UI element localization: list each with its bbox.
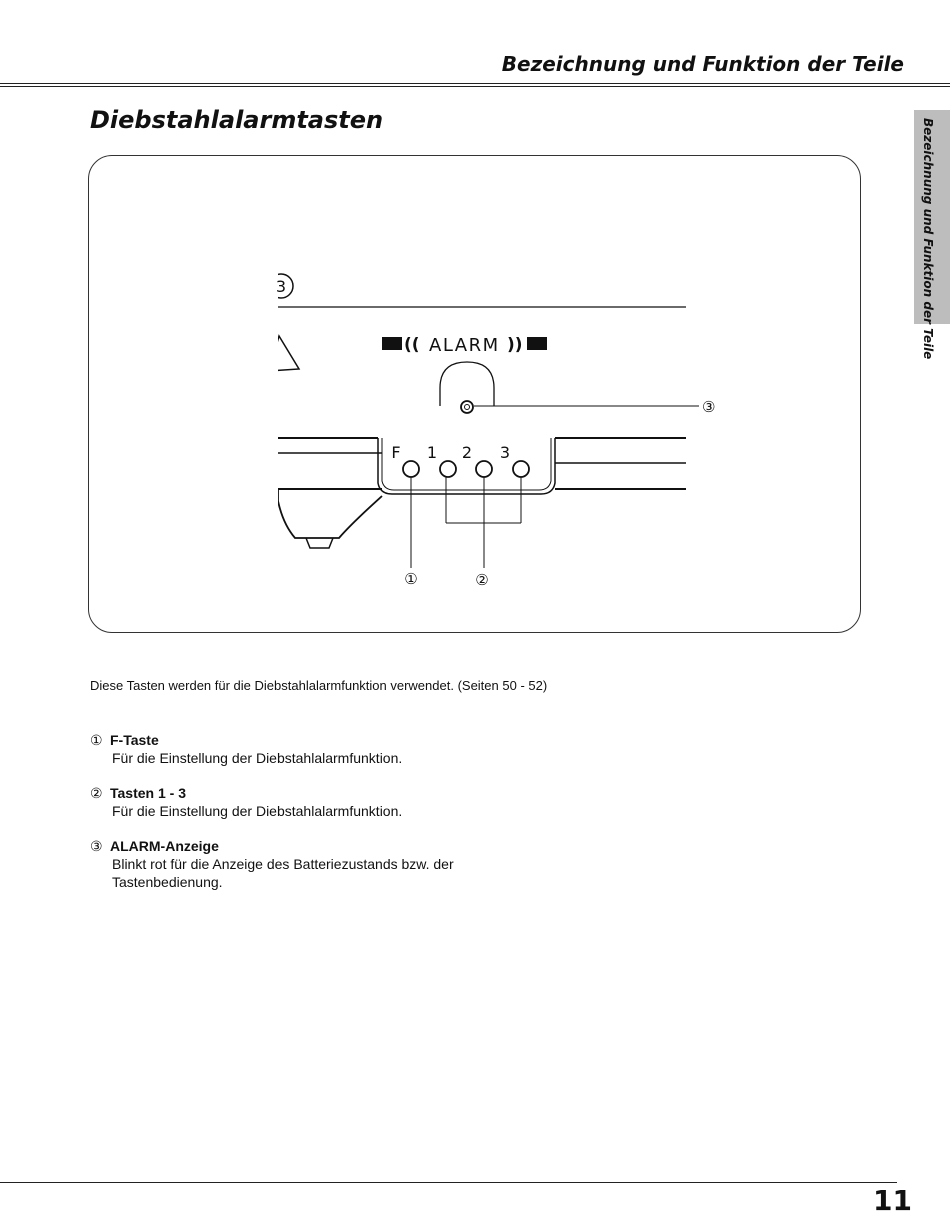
button-3 [513,461,529,477]
warning-triangle-icon [269,336,299,371]
callout-3: ③ [702,398,716,416]
figure-box [88,155,861,633]
intro-text: Diese Tasten werden für die Diebstahlalarmfunktion verwendet. (Seiten 50 - 52) [90,678,548,693]
side-tab-label: Bezeichnung und Funktion der Teile [921,118,935,360]
button-label-1: 1 [426,443,438,462]
section-title: Diebstahlalarmtasten [90,106,384,134]
side-tab [914,110,950,360]
running-header-title: Bezeichnung und Funktion der Teile [501,52,904,76]
item-label: ALARM-Anzeige [110,838,219,854]
button-label-2: 2 [461,443,473,462]
alarm-label: ALARM [429,335,500,356]
item-number: ② [90,785,103,801]
alarm-bar-right [527,337,547,350]
item-label: F-Taste [110,732,159,748]
f-button [403,461,419,477]
callout-2: ② [475,571,489,589]
list-item [90,837,532,891]
list-item [90,784,532,820]
item-description: Blinkt rot für die Anzeige des Batteriezustands bzw. der Tastenbedienung. [112,856,454,890]
alarm-panel-diagram [89,156,862,634]
alarm-bar-left [382,337,402,350]
item-description: Für die Einstellung der Diebstahlalarmfunktion. [112,750,403,766]
button-label-f: F [391,443,401,462]
item-number: ③ [90,838,103,854]
alarm-bracket-right: )) [507,335,523,355]
button-1 [440,461,456,477]
footer-rule [0,1182,897,1183]
button-label-3: 3 [499,443,511,462]
alarm-indicator-icon [461,401,473,413]
header-rule-secondary [0,86,950,87]
top-circle-digit: 3 [275,277,287,296]
callout-1: ① [404,570,418,588]
alarm-bracket-left: (( [404,335,420,355]
button-2 [476,461,492,477]
item-number: ① [90,732,103,748]
item-label: Tasten 1 - 3 [110,785,186,801]
header-rule [0,83,950,84]
page-number: 11 [873,1184,912,1217]
device-foot [278,489,382,538]
list-item [90,731,532,767]
alarm-lamp-housing [440,362,494,406]
item-description: Für die Einstellung der Diebstahlalarmfunktion. [112,803,403,819]
